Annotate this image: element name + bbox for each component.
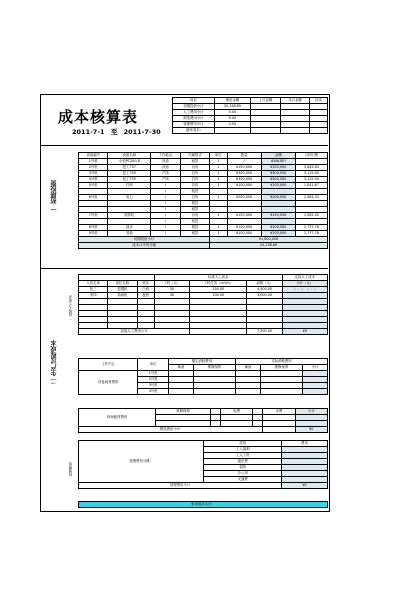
labor-label: 一 直接人工成本 bbox=[68, 295, 72, 322]
col-header: 岗位名称 bbox=[108, 281, 137, 287]
cell: 工人福利 bbox=[204, 447, 282, 453]
summary-cell: 制造费用小计 bbox=[173, 116, 215, 122]
cell: ¥100,000 bbox=[261, 231, 295, 237]
summary-final-row bbox=[173, 128, 328, 134]
cell: 4号机 bbox=[138, 389, 168, 395]
col-subheader: 柴油 bbox=[168, 365, 193, 371]
cell: 1 bbox=[210, 177, 227, 183]
subtotal-value: ¥1,600,000 bbox=[210, 237, 328, 243]
cell: 租赁 bbox=[180, 189, 209, 195]
cell: / bbox=[151, 183, 180, 189]
summary-cell bbox=[280, 128, 310, 134]
col-header: 工作中心 bbox=[79, 359, 138, 371]
cell: 150.00 bbox=[190, 287, 247, 293]
cell: 7号机 bbox=[79, 213, 108, 219]
col-header: 金额 bbox=[261, 153, 295, 159]
cell: / bbox=[151, 231, 180, 237]
cell: 白班 bbox=[137, 287, 154, 293]
cell: 2,777.78 bbox=[295, 225, 327, 231]
section1-label: 一 初期投资 bbox=[51, 180, 58, 213]
initial-investment-table bbox=[78, 152, 328, 249]
cell: 租赁 bbox=[180, 231, 209, 237]
cell: 租赁 bbox=[180, 159, 209, 165]
cell: 灯两 bbox=[108, 183, 151, 189]
col-header: 归属形式 bbox=[180, 153, 209, 159]
cell: / bbox=[151, 225, 180, 231]
cell: 30 bbox=[154, 287, 189, 293]
cell: ¥100,000 bbox=[261, 225, 295, 231]
cell: 自有 bbox=[180, 177, 209, 183]
col-header: 实际消耗费用 bbox=[235, 359, 327, 365]
col-header: 工时任务（m³/m） bbox=[190, 281, 247, 287]
cell: 挖工757 bbox=[108, 165, 151, 171]
col-header: 费用 bbox=[282, 441, 328, 447]
cell: 4,500.00 bbox=[247, 287, 282, 293]
cell: ¥100,000 bbox=[261, 183, 295, 189]
cell: / bbox=[151, 207, 180, 213]
cell: ¥300,000 bbox=[261, 171, 295, 177]
section-divider bbox=[41, 145, 328, 146]
cell: ¥300,000 bbox=[227, 171, 261, 177]
cell: 3,645.83 bbox=[295, 165, 327, 171]
cell: 小松PC200-8 bbox=[108, 159, 151, 165]
cell: ¥150,000 bbox=[261, 165, 295, 171]
cell: 1 bbox=[210, 213, 227, 219]
cell: 1,041.67 bbox=[295, 183, 327, 189]
cell: 装载机 bbox=[108, 293, 137, 299]
grand-total-row bbox=[79, 502, 328, 508]
cell: / bbox=[151, 219, 180, 225]
cell: / bbox=[151, 195, 180, 201]
mgmt-total-label: 管理费用小计 bbox=[79, 483, 282, 489]
summary-cell bbox=[251, 128, 281, 134]
summary-header: 浮动 bbox=[310, 98, 328, 104]
cell: 1 bbox=[210, 183, 227, 189]
col-header: 金额（元） bbox=[247, 281, 282, 287]
section1-body bbox=[79, 159, 328, 237]
cell: ¥300,000 bbox=[261, 177, 295, 183]
cell: 河道 bbox=[151, 165, 180, 171]
cell: 4号机 bbox=[79, 177, 108, 183]
cell: 产线 bbox=[151, 171, 180, 177]
std-labor-header: 标准人工成本 bbox=[154, 275, 282, 281]
mgmt-total-value: ¥0 bbox=[282, 483, 328, 489]
cell: / bbox=[227, 159, 261, 165]
col-header: 类别 bbox=[204, 441, 282, 447]
date-sep: 至 bbox=[110, 128, 118, 136]
cell: 3,125.00 bbox=[295, 171, 327, 177]
mfg-header-row bbox=[79, 359, 328, 365]
cell: 1 bbox=[210, 195, 227, 201]
page-title: 成本核算表 bbox=[58, 108, 139, 126]
manufacturing-table bbox=[78, 358, 328, 395]
cell: 李四 bbox=[79, 293, 108, 299]
cell: ¥150,000 bbox=[227, 213, 261, 219]
cell: 挖掘机 bbox=[108, 287, 137, 293]
col-header: 设备名称 bbox=[108, 153, 151, 159]
summary-cell: 管理费用小计 bbox=[173, 122, 215, 128]
cell: 维修保养 bbox=[156, 409, 211, 415]
cell: #VALUE! bbox=[261, 159, 295, 165]
cell: 产线 bbox=[151, 177, 180, 183]
cell bbox=[168, 389, 193, 395]
cell: 通讯费 bbox=[204, 459, 282, 465]
summary-cell bbox=[214, 128, 250, 134]
grand-total-label: 单项成本合计： bbox=[79, 502, 328, 508]
cell: 1 bbox=[210, 231, 227, 237]
col-header: 设备编号 bbox=[79, 153, 108, 159]
cell: 租赁 bbox=[180, 201, 209, 207]
cell: ¥150,000 bbox=[227, 165, 261, 171]
final-cost-label: 最终成本: bbox=[173, 128, 215, 134]
cell: 自有 bbox=[180, 171, 209, 177]
cell: 水费 bbox=[263, 409, 295, 415]
cell: 自有 bbox=[180, 213, 209, 219]
summary-cell: 0.00 bbox=[214, 122, 250, 128]
summary-cell: 0.00 bbox=[214, 116, 250, 122]
cell: 租赁 bbox=[180, 207, 209, 213]
labor-total-actual: ¥0 bbox=[282, 329, 327, 335]
cell: 挖工755 bbox=[108, 177, 151, 183]
summary-table bbox=[172, 97, 328, 134]
site-consumables-table bbox=[78, 408, 328, 433]
cell: 2,777.78 bbox=[295, 231, 327, 237]
cell: ¥200,000 bbox=[261, 195, 295, 201]
avg-label: 成本月平均分摊 bbox=[79, 243, 210, 249]
actual-labor-header: 实际人工成本 bbox=[282, 275, 327, 281]
summary-cell: 20,138.89 bbox=[214, 104, 250, 110]
cell: 其他 bbox=[108, 231, 151, 237]
col-header: 额定消耗费用 bbox=[168, 359, 235, 365]
cell: 3号机 bbox=[138, 383, 168, 389]
cell: ¥200,000 bbox=[227, 195, 261, 201]
cell: 1,562.50 bbox=[295, 213, 327, 219]
cell bbox=[193, 389, 235, 395]
cell: 1 bbox=[210, 225, 227, 231]
cell: 租赁 bbox=[180, 219, 209, 225]
summary-cell: 初期投资小计 bbox=[173, 104, 215, 110]
cell: ¥150,000 bbox=[261, 213, 295, 219]
labor-table bbox=[78, 274, 328, 335]
cell: 30 bbox=[154, 293, 189, 299]
col-header: 单位 bbox=[210, 153, 227, 159]
labor-total-row bbox=[79, 329, 328, 335]
mgmt-total-row bbox=[79, 483, 328, 489]
cell: ¥100,000 bbox=[227, 225, 261, 231]
management-table bbox=[78, 440, 328, 489]
cell: / bbox=[151, 213, 180, 219]
cell: 3,125.00 bbox=[295, 177, 327, 183]
col-header: 工作地点 bbox=[151, 153, 180, 159]
cell: 电费 bbox=[220, 409, 252, 415]
mfg-total-label: 制造费用小计: bbox=[79, 427, 263, 433]
cell: 办公用 bbox=[204, 471, 282, 477]
summary-header: 本月金额 bbox=[280, 98, 310, 104]
date-range bbox=[72, 127, 165, 136]
cell: 2号机 bbox=[79, 165, 108, 171]
summary-cell: 人工费用小计 bbox=[173, 110, 215, 116]
col-subheader: 柴油 bbox=[235, 365, 260, 371]
labor-total-label: 直接人工费用小计 bbox=[79, 329, 190, 335]
cell bbox=[263, 427, 295, 433]
labor-total-value: 7,500.00 bbox=[247, 329, 282, 335]
col-header: 数量 bbox=[227, 153, 261, 159]
cell: 招待 bbox=[204, 465, 282, 471]
cell: 6号机 bbox=[79, 195, 108, 201]
summary-cell bbox=[310, 128, 328, 134]
group-label: 现场耗材费用 bbox=[79, 409, 156, 427]
col-header: 班次 bbox=[137, 281, 154, 287]
subtotal-label: 初期投资小计 bbox=[79, 237, 210, 243]
cell bbox=[260, 389, 302, 395]
col-header: 月折旧费 bbox=[295, 153, 327, 159]
cell: 8号机 bbox=[79, 225, 108, 231]
col-header: 单位 bbox=[138, 359, 168, 371]
cell: ¥300,000 bbox=[227, 177, 261, 183]
section1-avg-row bbox=[79, 243, 328, 249]
mfg-total-value: ¥0 bbox=[295, 427, 327, 433]
cell: 搅拌机 bbox=[108, 213, 151, 219]
col-subheader: 维修保养 bbox=[260, 365, 302, 371]
cell: 1 bbox=[210, 159, 227, 165]
cell: 9号机 bbox=[79, 231, 108, 237]
cell bbox=[190, 329, 247, 335]
cell: 1 bbox=[210, 165, 227, 171]
cell: 2号机 bbox=[138, 377, 168, 383]
cell: 3号机 bbox=[79, 171, 108, 177]
cell: 张三 bbox=[79, 287, 108, 293]
col-subheader: 维修保养 bbox=[193, 365, 235, 371]
cell bbox=[303, 389, 328, 395]
cell bbox=[235, 389, 260, 395]
summary-header: 项目 bbox=[173, 98, 215, 104]
cell: 工人工资 bbox=[204, 453, 282, 459]
cell: 夜班 bbox=[137, 293, 154, 299]
cell: 1 bbox=[210, 171, 227, 177]
date-end: 2011-7-30 bbox=[123, 128, 161, 136]
cell: 挖工755 bbox=[108, 171, 151, 177]
cell: 1号机 bbox=[79, 159, 108, 165]
cell: 5号机 bbox=[79, 183, 108, 189]
section-divider bbox=[41, 268, 328, 269]
cell: / bbox=[151, 201, 180, 207]
cell: 租赁 bbox=[180, 225, 209, 231]
cell: 小计 bbox=[295, 409, 327, 415]
cell: 自有 bbox=[180, 183, 209, 189]
page-watermark: 第 1 页，共 1 页 bbox=[282, 287, 327, 293]
grand-total-table bbox=[78, 501, 328, 508]
cell: 100.00 bbox=[190, 293, 247, 299]
cell: 交通费 bbox=[204, 477, 282, 483]
cell: 电力 bbox=[108, 195, 151, 201]
col-header: 工时（元） bbox=[154, 281, 189, 287]
group-label: 管理费用分摊： bbox=[79, 441, 204, 483]
col-subheader: 小计 bbox=[303, 365, 328, 371]
cell: 抽水 bbox=[108, 225, 151, 231]
col-header: 人员名单 bbox=[79, 281, 108, 287]
mfg-total-row bbox=[79, 427, 328, 433]
group-label: 设备耗材费用 bbox=[79, 371, 138, 395]
avg-value: 20,138.89 bbox=[210, 243, 328, 249]
summary-header: 上月金额 bbox=[251, 98, 281, 104]
mgmt-label: 管理费用 bbox=[68, 462, 72, 477]
cell: 1号机 bbox=[138, 371, 168, 377]
cell: / bbox=[151, 189, 180, 195]
cell: 3,000.00 bbox=[247, 293, 282, 299]
cell: ¥100,000 bbox=[227, 231, 261, 237]
col-header: 小计（元） bbox=[282, 281, 327, 287]
date-start: 2011-7-1 bbox=[72, 128, 105, 136]
summary-header: 理论金额 bbox=[214, 98, 250, 104]
cell: 自有 bbox=[180, 195, 209, 201]
section2-label: 二 生产过程成本 bbox=[51, 340, 58, 385]
cell: 河道 bbox=[151, 159, 180, 165]
summary-cell: 0.00 bbox=[214, 110, 250, 116]
cell: ¥100,000 bbox=[227, 183, 261, 189]
cell: 自有 bbox=[180, 165, 209, 171]
cell: 2,083.33 bbox=[295, 195, 327, 201]
